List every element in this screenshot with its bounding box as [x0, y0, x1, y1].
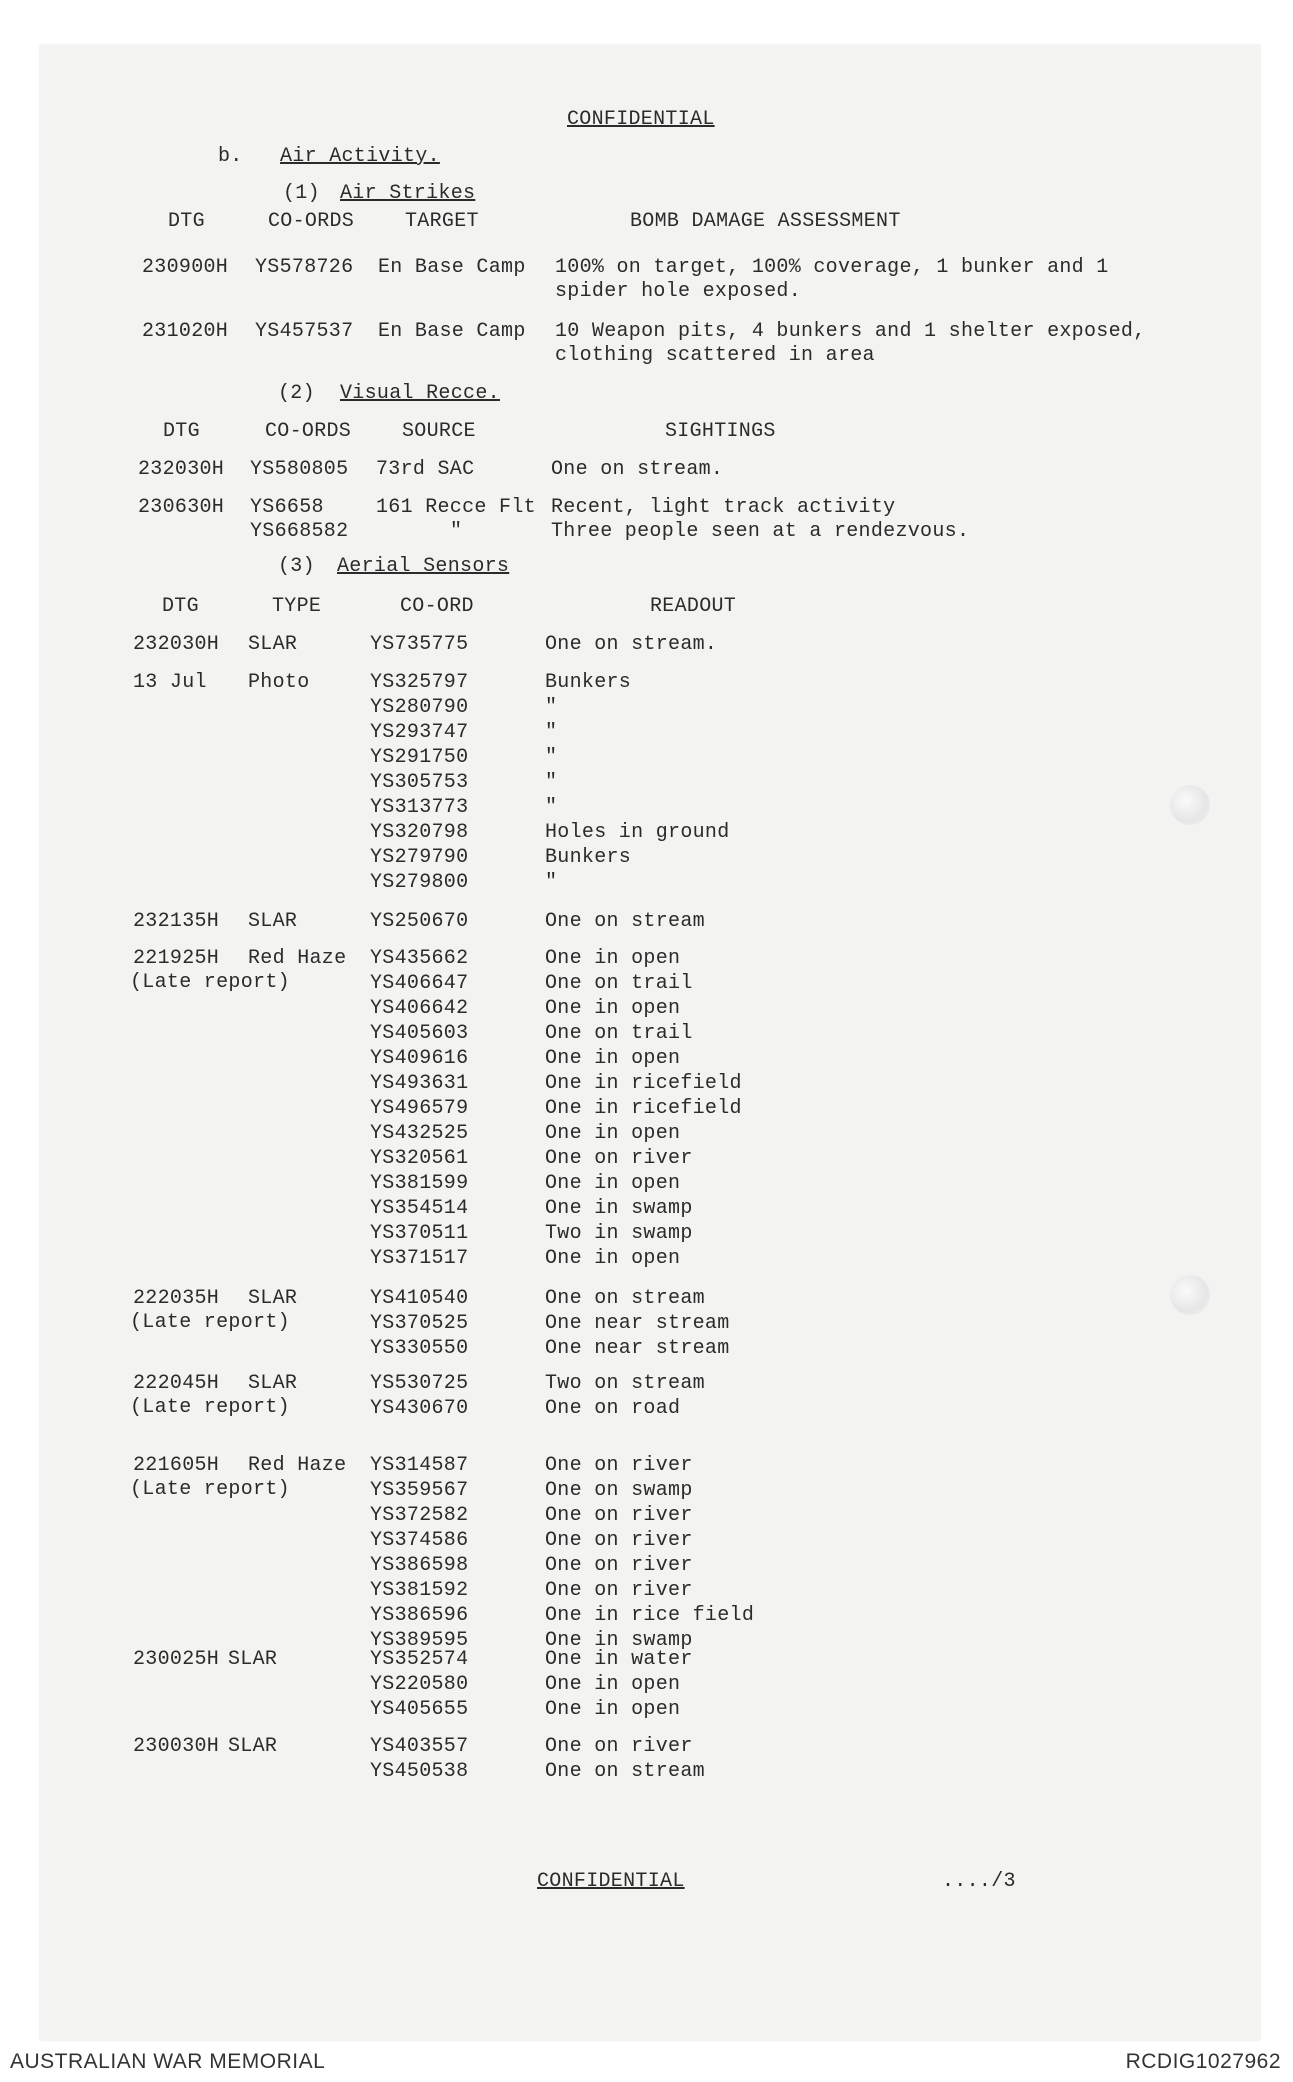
continuation-marker: ..../3 [942, 1870, 1016, 1893]
sensor-coord: YS330550 [370, 1337, 469, 1360]
sensor-readout: One on stream [545, 1287, 705, 1310]
sensor-readout: Bunkers [545, 846, 632, 869]
sensor-type: SLAR [228, 1648, 278, 1671]
aerial-sensors-heading: Aerial Sensors [337, 555, 510, 578]
sensor-readout: " [545, 696, 558, 719]
archive-label: AUSTRALIAN WAR MEMORIAL [10, 2050, 326, 2073]
aerial-sensors-col-header: DTG [162, 595, 199, 618]
sensor-coord: YS450538 [370, 1760, 469, 1783]
sensor-readout: One on river [545, 1554, 693, 1577]
recce-dtg: 232030H [138, 458, 225, 481]
sensor-coord: YS371517 [370, 1247, 469, 1270]
air-strike-dtg: 231020H [142, 320, 229, 343]
sensor-late-report: (Late report) [130, 971, 290, 994]
sensor-dtg: 221925H [133, 947, 220, 970]
sensor-readout: One on road [545, 1397, 681, 1420]
sensor-coord: YS406647 [370, 972, 469, 995]
sensor-readout: One on river [545, 1529, 693, 1552]
sensor-coord: YS493631 [370, 1072, 469, 1095]
punch-hole-bottom [1170, 1275, 1210, 1315]
sensor-coord: YS325797 [370, 671, 469, 694]
confidential-footer: CONFIDENTIAL [537, 1870, 685, 1893]
sensor-coord: YS320798 [370, 821, 469, 844]
air-strike-bda: spider hole exposed. [555, 280, 802, 303]
sensor-readout: One in open [545, 1122, 681, 1145]
sensor-readout: One on trail [545, 972, 693, 995]
sensor-readout: One on stream [545, 910, 705, 933]
sensor-readout: One near stream [545, 1337, 730, 1360]
archive-id: RCDIG1027962 [1125, 2050, 1281, 2073]
sensor-coord: YS220580 [370, 1673, 469, 1696]
sensor-readout: One on river [545, 1735, 693, 1758]
sensor-readout: One in open [545, 1172, 681, 1195]
visual-recce-col-header: DTG [163, 420, 200, 443]
sensor-coord: YS293747 [370, 721, 469, 744]
air-strike-bda: clothing scattered in area [555, 344, 875, 367]
sensor-dtg: 230025H [133, 1648, 220, 1671]
sensor-type: SLAR [248, 1287, 298, 1310]
sensor-coord: YS305753 [370, 771, 469, 794]
visual-recce-col-header: SOURCE [402, 420, 476, 443]
sensor-readout: One on river [545, 1579, 693, 1602]
sensor-coord: YS496579 [370, 1097, 469, 1120]
air-strikes-number: (1) [283, 182, 320, 205]
sensor-coord: YS280790 [370, 696, 469, 719]
aerial-sensors-col-header: CO-ORD [400, 595, 474, 618]
sensor-dtg: 232135H [133, 910, 220, 933]
sensor-dtg: 222035H [133, 1287, 220, 1310]
sensor-readout: One in open [545, 1673, 681, 1696]
sensor-type: Red Haze [248, 947, 347, 970]
sensor-coord: YS381599 [370, 1172, 469, 1195]
sensor-readout: One in swamp [545, 1629, 693, 1652]
aerial-sensors-col-header: TYPE [272, 595, 322, 618]
sensor-readout: One on stream [545, 1760, 705, 1783]
sensor-readout: Two on stream [545, 1372, 705, 1395]
recce-sighting: One on stream. [551, 458, 724, 481]
aerial-sensors-col-header: READOUT [650, 595, 737, 618]
sensor-late-report: (Late report) [130, 1478, 290, 1501]
confidential-header: CONFIDENTIAL [567, 108, 715, 131]
sensor-late-report: (Late report) [130, 1311, 290, 1334]
sensor-coord: YS410540 [370, 1287, 469, 1310]
sensor-readout: One in ricefield [545, 1072, 742, 1095]
sensor-readout: Bunkers [545, 671, 632, 694]
sensor-dtg: 13 Jul [133, 671, 207, 694]
sensor-coord: YS314587 [370, 1454, 469, 1477]
air-strikes-col-header: DTG [168, 210, 205, 233]
sensor-readout: Holes in ground [545, 821, 730, 844]
air-strike-bda: 10 Weapon pits, 4 bunkers and 1 shelter exposed, [555, 320, 1146, 343]
sensor-late-report: (Late report) [130, 1396, 290, 1419]
sensor-coord: YS386598 [370, 1554, 469, 1577]
sensor-coord: YS403557 [370, 1735, 469, 1758]
sensor-coord: YS372582 [370, 1504, 469, 1527]
air-strike-dtg: 230900H [142, 256, 229, 279]
sensor-readout: One on river [545, 1147, 693, 1170]
recce-coords: YS6658 [250, 496, 324, 519]
sensor-coord: YS370511 [370, 1222, 469, 1245]
section-label: b. [218, 145, 243, 168]
sensor-coord: YS435662 [370, 947, 469, 970]
sensor-dtg: 232030H [133, 633, 220, 656]
sensor-type: Red Haze [248, 1454, 347, 1477]
sensor-readout: One on trail [545, 1022, 693, 1045]
sensor-dtg: 221605H [133, 1454, 220, 1477]
sensor-readout: Two in swamp [545, 1222, 693, 1245]
sensor-coord: YS359567 [370, 1479, 469, 1502]
sensor-readout: One in open [545, 1698, 681, 1721]
air-strikes-col-header: CO-ORDS [268, 210, 355, 233]
sensor-readout: One on river [545, 1454, 693, 1477]
air-strike-coords: YS578726 [255, 256, 354, 279]
sensor-readout: One in swamp [545, 1197, 693, 1220]
sensor-type: SLAR [228, 1735, 278, 1758]
recce-dtg: 230630H [138, 496, 225, 519]
sensor-readout: " [545, 771, 558, 794]
air-strike-coords: YS457537 [255, 320, 354, 343]
sensor-coord: YS409616 [370, 1047, 469, 1070]
sensor-coord: YS406642 [370, 997, 469, 1020]
sensor-coord: YS405655 [370, 1698, 469, 1721]
sensor-readout: " [545, 746, 558, 769]
recce-sighting: Recent, light track activity [551, 496, 896, 519]
sensor-type: Photo [248, 671, 310, 694]
sensor-readout: One in rice field [545, 1604, 755, 1627]
sensor-coord: YS381592 [370, 1579, 469, 1602]
sensor-coord: YS386596 [370, 1604, 469, 1627]
recce-source: 73rd SAC [376, 458, 475, 481]
sensor-dtg: 222045H [133, 1372, 220, 1395]
sensor-readout: One in open [545, 947, 681, 970]
sensor-coord: YS279800 [370, 871, 469, 894]
recce-coords: YS668582 [250, 520, 349, 543]
sensor-coord: YS250670 [370, 910, 469, 933]
air-strikes-col-header: BOMB DAMAGE ASSESSMENT [630, 210, 901, 233]
sensor-readout: One on swamp [545, 1479, 693, 1502]
visual-recce-col-header: CO-ORDS [265, 420, 352, 443]
air-strike-target: En Base Camp [378, 320, 526, 343]
sensor-coord: YS735775 [370, 633, 469, 656]
sensor-readout: One in open [545, 1247, 681, 1270]
sensor-coord: YS320561 [370, 1147, 469, 1170]
sensor-readout: One on stream. [545, 633, 718, 656]
sensor-coord: YS352574 [370, 1648, 469, 1671]
sensor-readout: One in open [545, 997, 681, 1020]
visual-recce-col-header: SIGHTINGS [665, 420, 776, 443]
air-strikes-heading: Air Strikes [340, 182, 476, 205]
sensor-coord: YS313773 [370, 796, 469, 819]
aerial-sensors-number: (3) [278, 555, 315, 578]
recce-coords: YS580805 [250, 458, 349, 481]
sensor-readout: One in water [545, 1648, 693, 1671]
punch-hole-top [1170, 785, 1210, 825]
sensor-coord: YS430670 [370, 1397, 469, 1420]
visual-recce-number: (2) [278, 382, 315, 405]
sensor-coord: YS530725 [370, 1372, 469, 1395]
air-strike-target: En Base Camp [378, 256, 526, 279]
sensor-readout: " [545, 721, 558, 744]
recce-source: " [450, 520, 463, 543]
air-strike-bda: 100% on target, 100% coverage, 1 bunker and 1 [555, 256, 1109, 279]
sensor-coord: YS432525 [370, 1122, 469, 1145]
recce-sighting: Three people seen at a rendezvous. [551, 520, 970, 543]
sensor-readout: One in open [545, 1047, 681, 1070]
sensor-coord: YS370525 [370, 1312, 469, 1335]
sensor-dtg: 230030H [133, 1735, 220, 1758]
sensor-coord: YS389595 [370, 1629, 469, 1652]
sensor-type: SLAR [248, 1372, 298, 1395]
section-title: Air Activity. [280, 145, 440, 168]
sensor-readout: One in ricefield [545, 1097, 742, 1120]
recce-source: 161 Recce Flt [376, 496, 536, 519]
sensor-coord: YS374586 [370, 1529, 469, 1552]
air-strikes-col-header: TARGET [405, 210, 479, 233]
sensor-type: SLAR [248, 910, 298, 933]
sensor-coord: YS354514 [370, 1197, 469, 1220]
visual-recce-heading: Visual Recce. [340, 382, 500, 405]
sensor-readout: One near stream [545, 1312, 730, 1335]
sensor-coord: YS405603 [370, 1022, 469, 1045]
sensor-coord: YS291750 [370, 746, 469, 769]
sensor-readout: One on river [545, 1504, 693, 1527]
sensor-readout: " [545, 871, 558, 894]
sensor-type: SLAR [248, 633, 298, 656]
sensor-coord: YS279790 [370, 846, 469, 869]
sensor-readout: " [545, 796, 558, 819]
